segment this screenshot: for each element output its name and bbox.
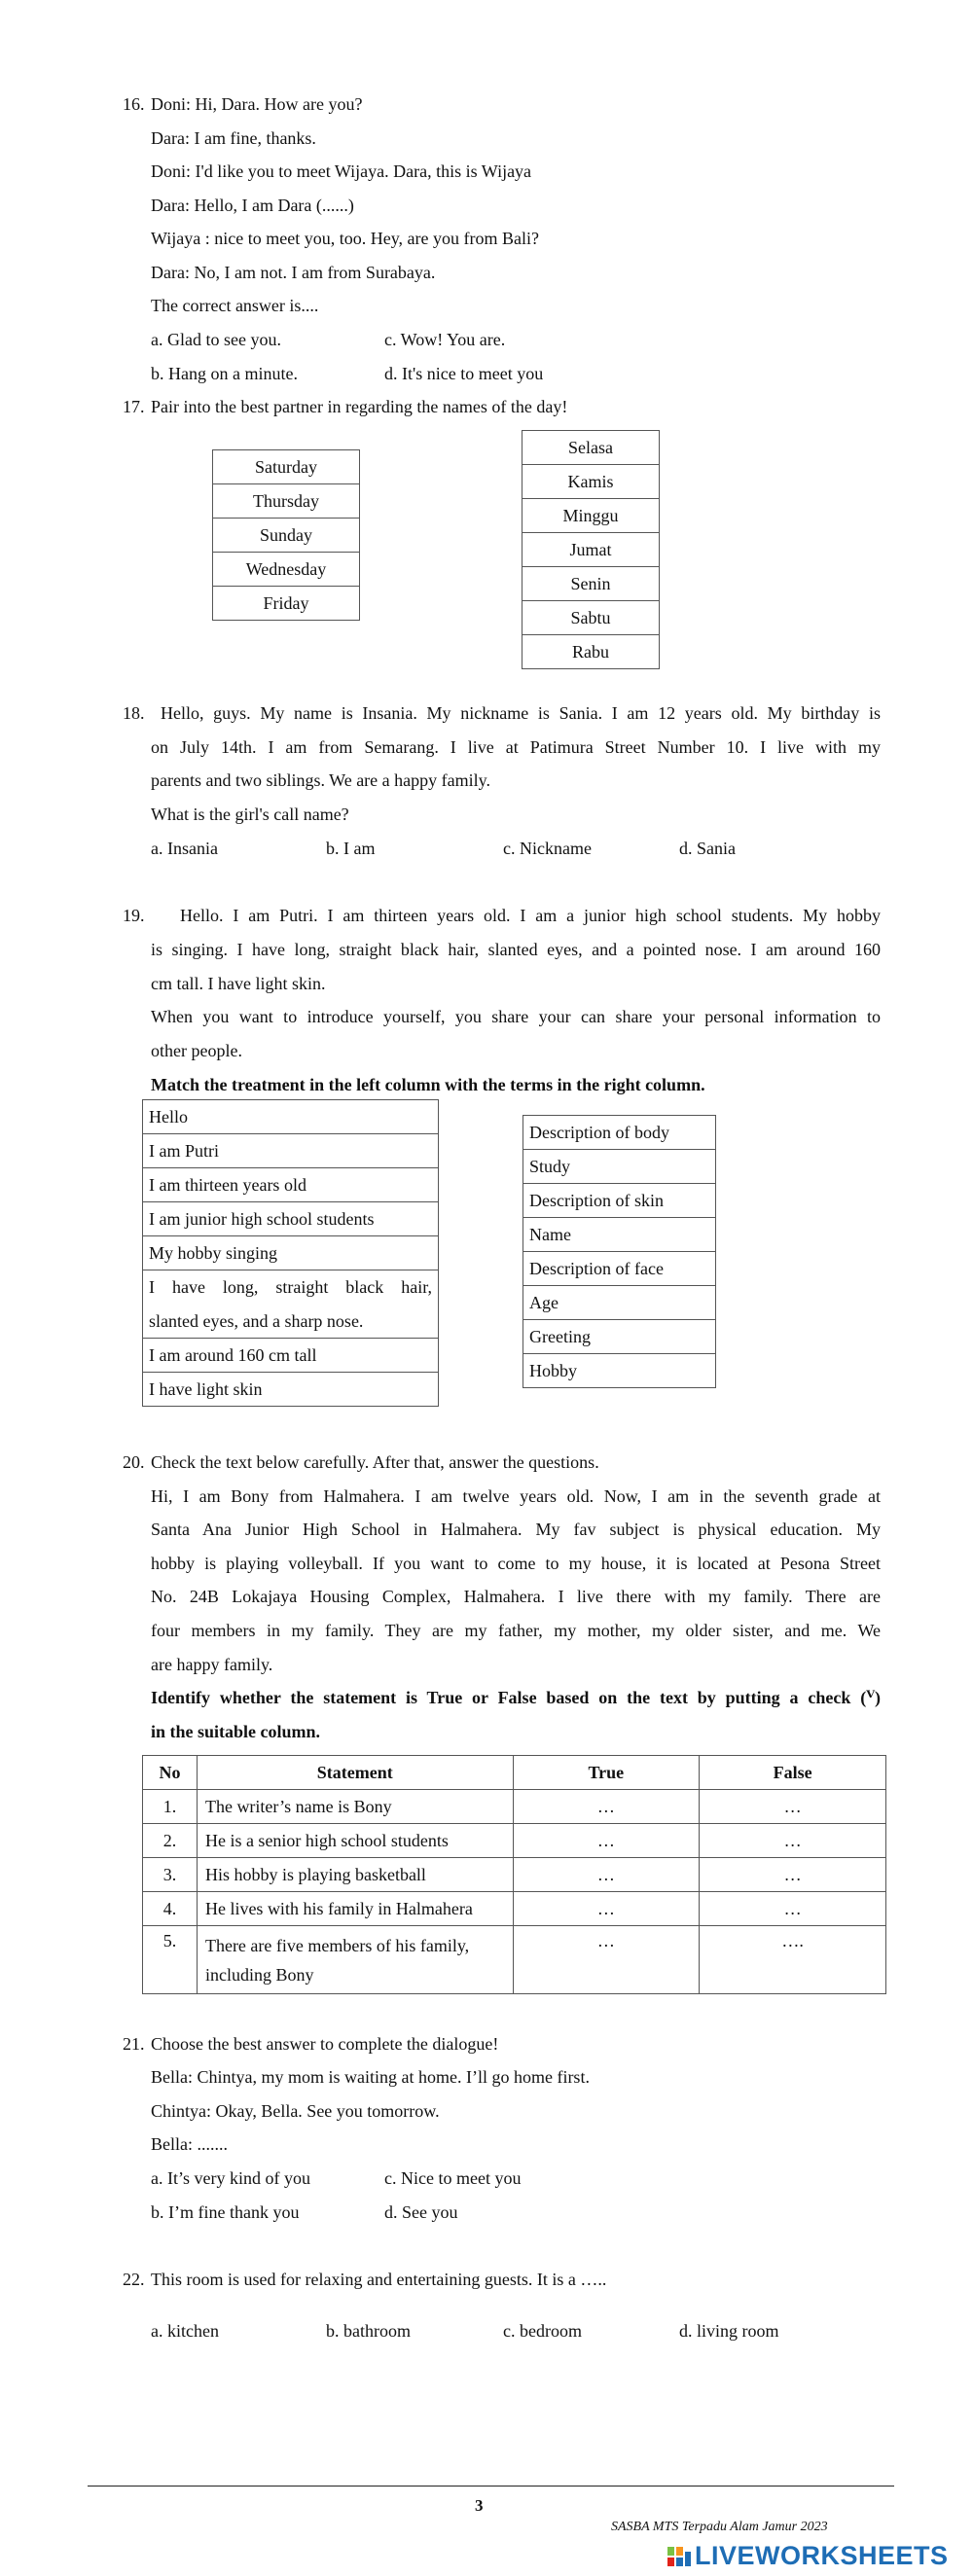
right-term[interactable]: Description of skin — [523, 1183, 716, 1218]
option-b[interactable]: b. Hang on a minute. — [151, 364, 298, 383]
hari-cell[interactable]: Minggu — [522, 498, 660, 533]
table-row — [143, 1790, 886, 1824]
passage-line: When you want to introduce yourself, you share your can share your personal information to — [151, 1007, 881, 1026]
dialogue-line: Bella: Chintya, my mom is waiting at home. I’ll go home first. — [151, 2067, 590, 2087]
question-prompt: The correct answer is.... — [151, 296, 319, 315]
true-cell[interactable]: … — [513, 1858, 700, 1892]
hari-cell[interactable]: Kamis — [522, 464, 660, 499]
option-d[interactable]: d. Sania — [679, 839, 736, 858]
footer-divider — [88, 2486, 894, 2487]
question-prompt: What is the girl's call name? — [151, 805, 349, 824]
row-no: 3. — [143, 1858, 198, 1892]
footer-caption: SASBA MTS Terpadu Alam Jamur 2023 — [611, 2520, 828, 2534]
option-a[interactable]: a. Insania — [151, 839, 218, 858]
passage-line: Hello, guys. My name is Insania. My nickname is Sania. I am 12 years old. My birthday is — [161, 703, 881, 723]
true-cell[interactable]: … — [513, 1926, 700, 1994]
header-statement: Statement — [197, 1756, 513, 1790]
instruction: in the suitable column. — [151, 1722, 321, 1741]
dialogue-line: Wijaya : nice to meet you, too. Hey, are you from Bali? — [151, 229, 539, 248]
row-statement: The writer’s name is Bony — [197, 1790, 513, 1824]
day-cell[interactable]: Thursday — [212, 483, 360, 519]
hari-cell[interactable]: Selasa — [522, 430, 660, 465]
instruction: Identify whether the statement is True or False based on the text by putting a check (ⱽ) — [151, 1688, 881, 1707]
instruction: Match the treatment in the left column with the terms in the right column. — [151, 1075, 705, 1094]
left-item[interactable]: I am junior high school students — [142, 1201, 439, 1236]
false-cell[interactable]: … — [700, 1824, 886, 1858]
passage-line: on July 14th. I am from Semarang. I live at Patimura Street Number 10. I live with my — [151, 737, 881, 757]
passage-line: other people. — [151, 1041, 242, 1060]
right-term[interactable]: Description of face — [523, 1251, 716, 1286]
table-row — [143, 1926, 886, 1994]
table-row — [143, 1824, 886, 1858]
row-no: 5. — [143, 1926, 198, 1994]
passage-line: Hi, I am Bony from Halmahera. I am twelve years old. Now, I am in the seventh grade at — [151, 1486, 881, 1506]
statement-line: including Bony — [204, 1965, 314, 1985]
option-a[interactable]: a. It’s very kind of you — [151, 2168, 310, 2188]
passage-line: Hello. I am Putri. I am thirteen years old. I am a junior high school students. My hobby — [180, 906, 881, 925]
row-no: 1. — [143, 1790, 198, 1824]
left-item[interactable]: Hello — [142, 1099, 439, 1134]
dialogue-line: Doni: Hi, Dara. How are you? — [151, 94, 363, 114]
row-statement: He is a senior high school students — [197, 1824, 513, 1858]
row-no: 4. — [143, 1892, 198, 1926]
hari-cell[interactable]: Senin — [522, 566, 660, 601]
day-cell[interactable]: Saturday — [212, 449, 360, 484]
true-cell[interactable]: … — [513, 1790, 700, 1824]
passage-line: parents and two siblings. We are a happy family. — [151, 770, 490, 790]
passage-line: are happy family. — [151, 1655, 273, 1674]
logo-text: LIVEWORKSHEETS — [695, 2541, 949, 2570]
question-prompt: Check the text below carefully. After that, answer the questions. — [151, 1452, 599, 1472]
row-statement — [197, 1926, 513, 1994]
statement-line: There are five members of his family, — [204, 1936, 470, 1955]
false-cell[interactable]: … — [700, 1858, 886, 1892]
passage-line: No. 24B Lokajaya Housing Complex, Halmahera. I live there with my family. There are — [151, 1587, 881, 1606]
question-number: 17. — [123, 397, 145, 416]
question-number: 18. — [123, 703, 145, 723]
right-term[interactable]: Description of body — [523, 1115, 716, 1150]
hari-cell[interactable]: Jumat — [522, 532, 660, 567]
left-item-line: I have long, straight black hair, — [149, 1277, 432, 1297]
left-item-line: slanted eyes, and a sharp nose. — [149, 1311, 364, 1331]
header-false: False — [700, 1756, 886, 1790]
false-cell[interactable]: … — [700, 1790, 886, 1824]
true-cell[interactable]: … — [513, 1892, 700, 1926]
hari-cell[interactable]: Sabtu — [522, 600, 660, 635]
option-b[interactable]: b. I am — [326, 839, 376, 858]
left-item[interactable]: I am Putri — [142, 1133, 439, 1168]
dialogue-line: Dara: Hello, I am Dara (......) — [151, 196, 354, 215]
false-cell[interactable]: … — [700, 1892, 886, 1926]
day-cell[interactable]: Sunday — [212, 518, 360, 553]
dialogue-line: Bella: ....... — [151, 2134, 228, 2154]
row-statement: His hobby is playing basketball — [197, 1858, 513, 1892]
left-item[interactable]: I have light skin — [142, 1372, 439, 1407]
question-number: 19. — [123, 906, 145, 925]
right-term[interactable]: Greeting — [523, 1319, 716, 1354]
page-number: 3 — [475, 2496, 484, 2515]
left-item[interactable]: My hobby singing — [142, 1235, 439, 1270]
hari-cell[interactable]: Rabu — [522, 634, 660, 669]
left-item[interactable] — [142, 1270, 439, 1339]
true-cell[interactable]: … — [513, 1824, 700, 1858]
right-term[interactable]: Study — [523, 1149, 716, 1184]
option-d[interactable]: d. It's nice to meet you — [384, 364, 544, 383]
dialogue-line: Doni: I'd like you to meet Wijaya. Dara, this is Wijaya — [151, 161, 532, 181]
left-item[interactable]: I am around 160 cm tall — [142, 1338, 439, 1373]
right-term[interactable]: Hobby — [523, 1353, 716, 1388]
right-term[interactable]: Age — [523, 1285, 716, 1320]
day-cell[interactable]: Wednesday — [212, 552, 360, 587]
row-statement: He lives with his family in Halmahera — [197, 1892, 513, 1926]
passage-line: hobby is playing volleyball. If you want to come to my house, it is located at Pesona Street — [151, 1554, 881, 1573]
right-term[interactable]: Name — [523, 1217, 716, 1252]
option-c[interactable]: c. Nickname — [503, 839, 592, 858]
dialogue-line: Chintya: Okay, Bella. See you tomorrow. — [151, 2101, 440, 2121]
left-item[interactable]: I am thirteen years old — [142, 1167, 439, 1202]
option-c[interactable]: c. Nice to meet you — [384, 2168, 522, 2188]
liveworksheets-logo[interactable] — [667, 2541, 949, 2571]
option-b[interactable]: b. bathroom — [326, 2321, 411, 2341]
option-b[interactable]: b. I’m fine thank you — [151, 2202, 300, 2222]
question-prompt: This room is used for relaxing and entertaining guests. It is a ….. — [151, 2270, 607, 2289]
table-row — [143, 1858, 886, 1892]
question-number: 21. — [123, 2034, 145, 2054]
liveworksheets-icon — [667, 2546, 692, 2567]
question-prompt: Pair into the best partner in regarding the names of the day! — [151, 397, 568, 416]
table-header-row — [143, 1756, 886, 1790]
option-a[interactable]: a. kitchen — [151, 2321, 219, 2341]
header-true: True — [513, 1756, 700, 1790]
passage-line: four members in my family. They are my father, my mother, my older sister, and me. We — [151, 1621, 881, 1640]
false-cell[interactable]: …. — [700, 1926, 886, 1994]
table-row — [143, 1892, 886, 1926]
option-d[interactable]: d. living room — [679, 2321, 779, 2341]
question-number: 16. — [123, 94, 145, 114]
passage-line: is singing. I have long, straight black hair, slanted eyes, and a pointed nose. I am around 160 — [151, 940, 881, 959]
question-prompt: Choose the best answer to complete the dialogue! — [151, 2034, 499, 2054]
true-false-table — [142, 1755, 886, 1994]
option-c[interactable]: c. bedroom — [503, 2321, 582, 2341]
dialogue-line: Dara: No, I am not. I am from Surabaya. — [151, 263, 436, 282]
passage-line: Santa Ana Junior High School in Halmahera. My fav subject is physical education. My — [151, 1520, 881, 1539]
passage-line: cm tall. I have light skin. — [151, 974, 326, 993]
question-number: 20. — [123, 1452, 145, 1472]
question-number: 22. — [123, 2270, 145, 2289]
option-c[interactable]: c. Wow! You are. — [384, 330, 506, 349]
row-no: 2. — [143, 1824, 198, 1858]
header-no: No — [143, 1756, 198, 1790]
dialogue-line: Dara: I am fine, thanks. — [151, 128, 316, 148]
option-a[interactable]: a. Glad to see you. — [151, 330, 281, 349]
option-d[interactable]: d. See you — [384, 2202, 458, 2222]
day-cell[interactable]: Friday — [212, 586, 360, 621]
